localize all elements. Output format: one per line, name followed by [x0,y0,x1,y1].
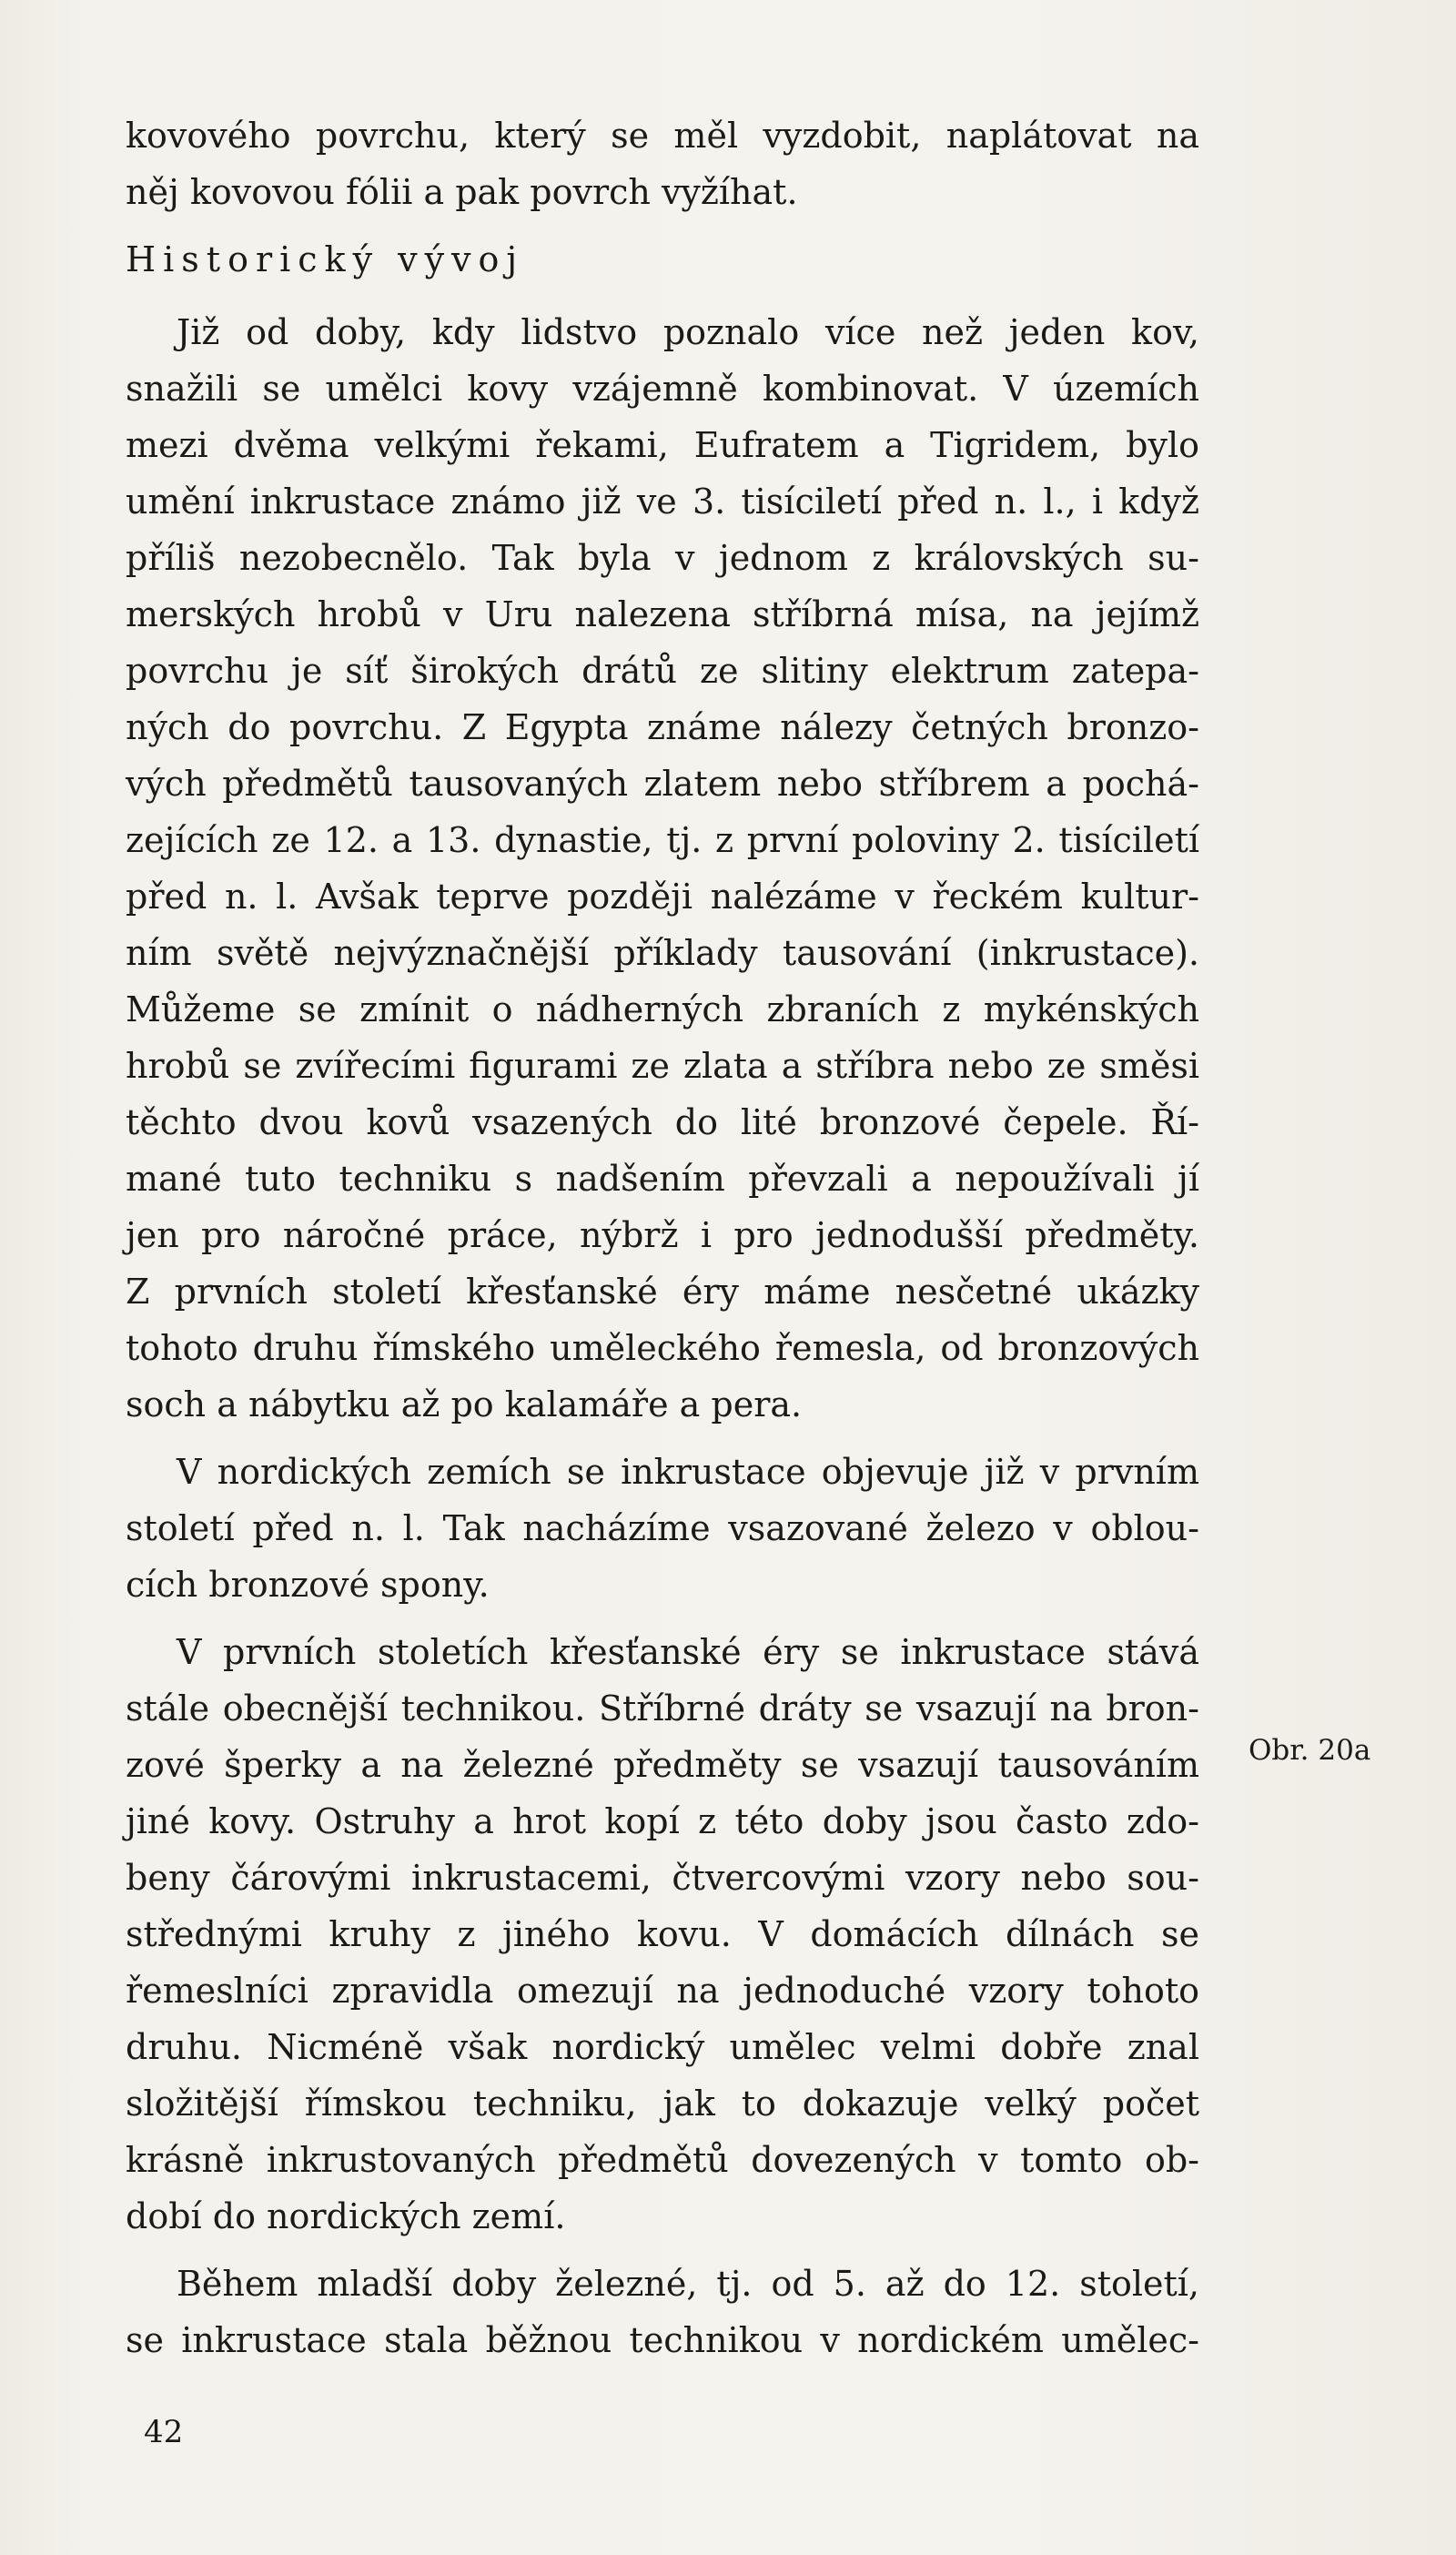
text-line-35: krásně inkrustovaných předmětů dovezených v tomto ob- [126,2140,1199,2180]
text-line-2: něj kovovou fólii a pak povrch vyžíhat. [126,172,798,212]
text-line-8: merských hrobů v Uru nalezena stříbrná mísa, na jejímž [126,594,1199,634]
text-line-15: Můžeme se zmínit o nádherných zbraních z mykénských [126,989,1199,1029]
body-text [126,107,1199,2368]
text-line-30: beny čárovými inkrustacemi, čtvercovými vzory nebo sou- [126,1858,1199,1898]
text-line-1: kovového povrchu, který se měl vyzdobit, naplátovat na [126,116,1199,156]
text-line-19: jen pro náročné práce, nýbrž i pro jednodušší předměty. [126,1215,1199,1255]
page-number: 42 [144,2414,184,2450]
text-line-27: stále obecnější technikou. Stříbrné dráty se vsazují na bron- [126,1688,1199,1729]
text-line-29: jiné kovy. Ostruhy a hrot kopí z této doby jsou často zdo- [126,1801,1199,1841]
text-line-38: se inkrustace stala běžnou technikou v nordickém umělec- [126,2320,1199,2360]
text-line-31: střednými kruhy z jiného kovu. V domácích dílnách se [126,1914,1199,1954]
text-line-37: Během mladší doby železné, tj. od 5. až do 12. století, [177,2264,1199,2304]
text-line-22: soch a nábytku až po kalamáře a pera. [126,1384,803,1425]
text-line-18: mané tuto techniku s nadšením převzali a nepoužívali jí [126,1159,1199,1199]
text-line-25: cích bronzové spony. [126,1565,490,1605]
text-line-20: Z prvních století křesťanské éry máme nesčetné ukázky [126,1272,1199,1312]
text-line-34: složitější římskou techniku, jak to dokazuje velký počet [126,2084,1199,2124]
text-line-12: zejících ze 12. a 13. dynastie, tj. z první poloviny 2. tisíciletí [126,820,1199,860]
text-line-9: povrchu je síť širokých drátů ze slitiny elektrum zatepa- [126,651,1199,691]
text-line-11: vých předmětů tausovaných zlatem nebo stříbrem a pochá- [126,764,1199,804]
text-line-5: mezi dvěma velkými řekami, Eufratem a Tigridem, bylo [126,425,1199,465]
text-line-3: Již od doby, kdy lidstvo poznalo více než jeden kov, [177,312,1199,352]
text-line-16: hrobů se zvířecími figurami ze zlata a stříbra nebo ze směsi [126,1046,1199,1086]
text-line-33: druhu. Nicméně však nordický umělec velmi dobře znal [126,2027,1199,2067]
text-line-24: století před n. l. Tak nacházíme vsazované železo v oblou- [126,1508,1199,1548]
text-line-14: ním světě nejvýznačnější příklady tausování (inkrustace). [126,933,1199,973]
text-line-13: před n. l. Avšak teprve později nalézáme v řeckém kultur- [126,877,1199,917]
text-line-17: těchto dvou kovů vsazených do lité bronzové čepele. Ří- [126,1102,1199,1142]
text-line-4: snažili se umělci kovy vzájemně kombinovat. V územích [126,369,1199,409]
text-line-36: dobí do nordických zemí. [126,2196,566,2236]
text-line-26: V prvních stoletích křesťanské éry se inkrustace stává [177,1632,1199,1672]
text-line-10: ných do povrchu. Z Egypta známe nálezy četných bronzo- [126,707,1199,747]
text-line-28: zové šperky a na železné předměty se vsazují tausováním [126,1745,1199,1785]
text-line-7: příliš nezobecnělo. Tak byla v jednom z královských su- [126,538,1199,578]
text-line-21: tohoto druhu římského uměleckého řemesla, od bronzových [126,1328,1199,1368]
section-heading: Historický vývoj [126,239,525,279]
text-line-6: umění inkrustace známo již ve 3. tisíciletí před n. l., i když [126,482,1199,522]
text-line-32: řemeslníci zpravidla omezují na jednoduché vzory tohoto [126,1971,1199,2011]
text-line-23: V nordických zemích se inkrustace objevuje již v prvním [177,1452,1199,1492]
figure-reference: Obr. 20a [1249,1734,1371,1767]
